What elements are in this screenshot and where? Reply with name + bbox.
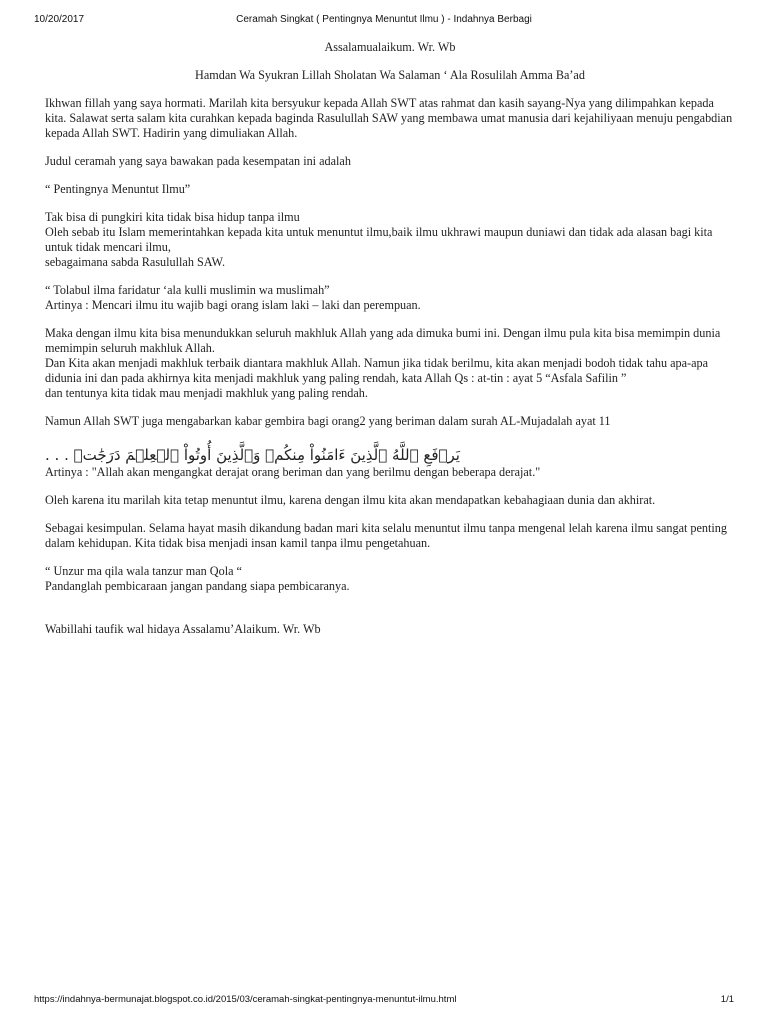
print-date: 10/20/2017 — [34, 14, 85, 25]
greeting: Assalamualaikum. Wr. Wb — [324, 40, 456, 54]
hadith-translation: Artinya : Mencari ilmu itu wajib bagi orang islam laki – laki dan perempuan. — [45, 298, 421, 312]
knowledge-line-3: dan tentunya kita tidak mau menjadi makhluk yang paling rendah. — [45, 386, 368, 400]
opening-line: Hamdan Wa Syukran Lillah Sholatan Wa Salaman ‘ Ala Rosulilah Amma Ba’ad — [195, 68, 585, 82]
knowledge-line-1: Maka dengan ilmu kita bisa menundukkan seluruh makhluk Allah yang ada dimuka bumi ini. Dengan ilmu pula kita bisa memimpin dunia memimpin seluruh makhluk Allah. — [45, 326, 721, 355]
proverb-translation: Pandanglah pembicaraan jangan pandang siapa pembicaranya. — [45, 579, 350, 593]
arabic-verse: يَرۡفَعِ ٱللَّهُ ٱلَّذِينَ ءَامَنُواْ مِنكُمۡ وَٱلَّذِينَ أُوتُواْ ٱلۡعِلۡمَ دَرَجَٰتٖ . . . — [45, 446, 460, 464]
paragraph-title-intro: Judul ceramah yang saya bawakan pada kesempatan ini adalah — [45, 154, 351, 168]
hadith-quote: “ Tolabul ilma faridatur ‘ala kulli muslimin wa muslimah” — [45, 283, 330, 297]
proverb-quote: “ Unzur ma qila wala tanzur man Qola “ — [45, 564, 242, 578]
paragraph-exhortation: Oleh karena itu marilah kita tetap menuntut ilmu, karena dengan ilmu kita akan mendapatkan kebahagiaan dunia dan akhirat. — [45, 493, 656, 507]
closing-salam: Wabillahi taufik wal hidaya Assalamu’Alaikum. Wr. Wb — [45, 622, 321, 636]
verse-translation: Artinya : "Allah akan mengangkat derajat orang beriman dan yang berilmu dengan beberapa derajat." — [45, 465, 541, 479]
paragraph-good-news: Namun Allah SWT juga mengabarkan kabar gembira bagi orang2 yang beriman dalam surah AL-Mujadalah ayat 11 — [45, 414, 611, 428]
importance-line-2: Oleh sebab itu Islam memerintahkan kepada kita untuk menuntut ilmu,baik ilmu ukhrawi maupun duniawi dan tidak ada alasan bagi kita untuk tidak mencari ilmu, — [45, 225, 713, 254]
speech-title: “ Pentingnya Menuntut Ilmu” — [45, 182, 191, 196]
knowledge-line-2: Dan Kita akan menjadi makhluk terbaik diantara makhluk Allah. Namun jika tidak berilmu, kita akan menjadi bodoh tidak tahu apa-apa didunia ini dan pada akhirnya kita menjadi makhluk yang paling rendah, kata Allah Qs : at-tin : ayat 5 “Asfala Safilin ” — [45, 356, 708, 385]
paragraph-hadith — [45, 283, 735, 313]
paragraph-proverb — [45, 564, 735, 594]
print-title: Ceramah Singkat ( Pentingnya Menuntut Ilmu ) - Indahnya Berbagi — [236, 14, 532, 25]
importance-line-3: sebagaimana sabda Rasulullah SAW. — [45, 255, 225, 269]
source-url: https://indahnya-bermunajat.blogspot.co.id/2015/03/ceramah-singkat-pentingnya-menuntut-ilmu.html — [34, 994, 457, 1005]
paragraph-knowledge — [45, 326, 735, 401]
paragraph-intro: Ikhwan fillah yang saya hormati. Marilah kita bersyukur kepada Allah SWT atas rahmat dan kasih sayang-Nya yang dilimpahkan kepada kita. Salawat serta salam kita curahkan kepada baginda Rasulullah SAW yang membawa umat manusia dari kejahiliyaan menuju pengabdian kepada Allah SWT. Hadirin yang dimuliakan Allah. — [45, 96, 733, 140]
importance-line-1: Tak bisa di pungkiri kita tidak bisa hidup tanpa ilmu — [45, 210, 300, 224]
paragraph-importance — [45, 210, 735, 270]
document-body — [45, 40, 735, 637]
page-number: 1/1 — [720, 994, 734, 1005]
paragraph-conclusion: Sebagai kesimpulan. Selama hayat masih dikandung badan mari kita selalu menuntut ilmu tanpa mengenal lelah karena ilmu sangat penting dalam kehidupan. Kita tidak bisa menjadi insan kamil tanpa ilmu pengetahuan. — [45, 521, 727, 550]
